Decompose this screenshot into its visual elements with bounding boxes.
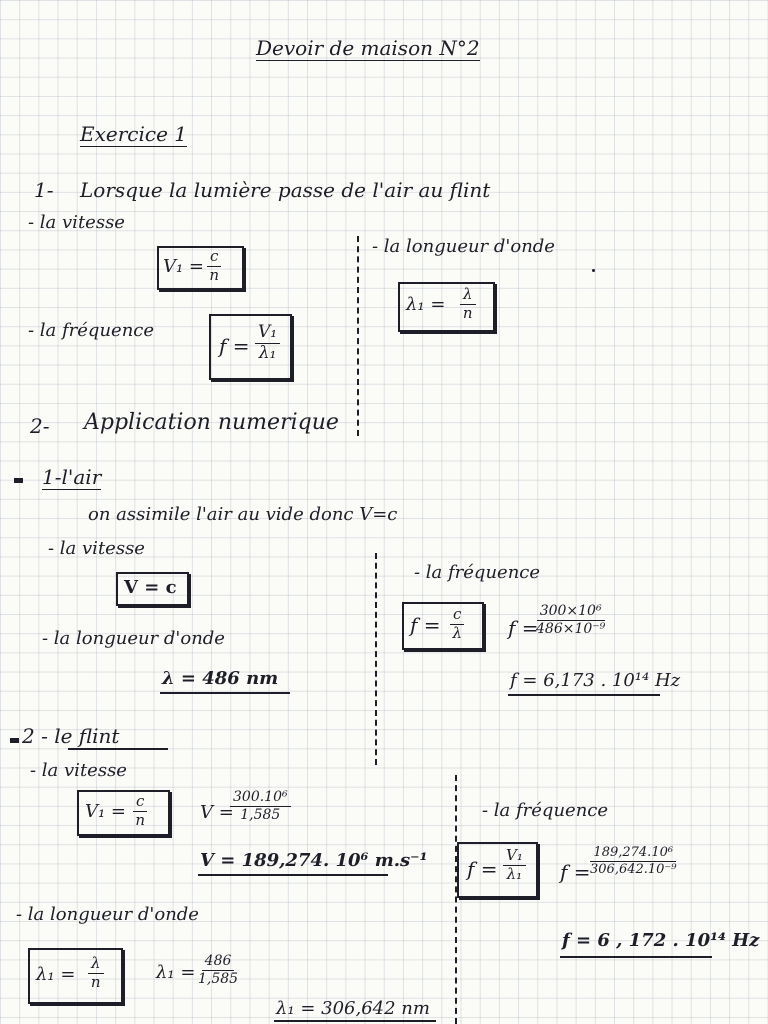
q1-wavelength-formula-box	[398, 282, 495, 332]
q1-wavelength-formula-lhs: λ₁ =	[406, 294, 446, 315]
air-speed-formula-box	[116, 572, 189, 606]
flint-frequency-calc-numerator: 189,274.10⁶	[590, 846, 676, 862]
air-wavelength-label: - la longueur d'onde	[42, 628, 225, 649]
q1-frequency-formula-box	[209, 314, 292, 380]
air-column-divider	[375, 553, 377, 765]
flint-frequency-label: - la fréquence	[482, 800, 609, 821]
flint-speed-calc-fraction	[230, 790, 291, 822]
q1-number: 1-	[34, 178, 54, 202]
flint-bullet	[10, 738, 19, 743]
air-wavelength-value: λ = 486 nm	[162, 668, 279, 689]
flint-wavelength-calc-lhs: λ₁ =	[156, 962, 196, 983]
flint-frequency-calc-lhs: f =	[560, 860, 591, 884]
flint-wavelength-calc-fraction	[198, 954, 238, 986]
flint-speed-label: - la vitesse	[30, 760, 127, 781]
air-wavelength-underline	[160, 692, 290, 694]
air-frequency-label: - la fréquence	[414, 562, 541, 583]
flint-speed-calc-lhs: V =	[200, 802, 234, 823]
flint-wavelength-label: - la longueur d'onde	[16, 904, 199, 925]
air-frequency-calc-numerator: 300×10⁶	[537, 604, 605, 621]
q1-speed-formula-box	[157, 246, 244, 290]
flint-speed-fraction	[133, 794, 147, 829]
air-speed-label: - la vitesse	[48, 538, 145, 559]
flint-wavelength-denominator: n	[90, 972, 101, 991]
flint-wavelength-numerator: λ	[88, 956, 104, 974]
flint-speed-result: V = 189,274. 10⁶ m.s⁻¹	[200, 850, 428, 871]
flint-frequency-result-underline	[560, 956, 712, 958]
flint-column-divider	[455, 775, 457, 1024]
flint-wavelength-result-underline	[274, 1020, 436, 1022]
flint-wavelength-calc-numerator: 486	[202, 954, 235, 971]
flint-speed-result-underline	[198, 874, 388, 876]
flint-frequency-numerator: V₁	[503, 848, 526, 866]
flint-wavelength-calc-denominator: 1,585	[198, 970, 239, 987]
q1-speed-fraction	[207, 249, 221, 284]
q1-frequency-denominator: λ₁	[258, 342, 277, 363]
flint-heading: 2 - le flint	[22, 724, 120, 748]
air-bullet	[14, 478, 23, 483]
q1-intro: Lorsque la lumière passe de l'air au flint	[80, 178, 491, 202]
flint-frequency-calc-fraction	[590, 846, 677, 876]
q1-wavelength-numerator: λ	[460, 287, 476, 305]
q1-speed-numerator: c	[207, 249, 221, 267]
q1-speed-label: - la vitesse	[28, 212, 125, 233]
flint-frequency-formula-box	[457, 842, 538, 898]
q1-wavelength-denominator: n	[462, 303, 473, 322]
q1-frequency-fraction	[255, 324, 280, 363]
air-frequency-numerator: c	[450, 607, 464, 625]
flint-wavelength-formula-box	[28, 948, 123, 1004]
air-frequency-denominator: λ	[452, 623, 462, 642]
flint-heading-underline	[68, 748, 168, 750]
q1-wavelength-fraction	[460, 287, 476, 322]
q1-column-divider	[357, 236, 359, 436]
air-frequency-result-underline	[508, 694, 660, 696]
air-frequency-formula-lhs: f =	[410, 613, 441, 637]
flint-wavelength-fraction	[88, 956, 104, 991]
q1-frequency-label: - la fréquence	[28, 320, 155, 341]
air-note: on assimile l'air au vide donc V=c	[88, 504, 398, 525]
q1-wavelength-label: - la longueur d'onde	[372, 236, 555, 257]
q1-frequency-formula-lhs: f =	[219, 334, 250, 358]
flint-wavelength-result: λ₁ = 306,642 nm	[276, 998, 430, 1019]
air-frequency-fraction	[450, 607, 464, 642]
flint-frequency-denominator: λ₁	[506, 864, 523, 883]
q2-number: 2-	[30, 414, 50, 438]
flint-wavelength-formula-lhs: λ₁ =	[36, 964, 76, 985]
exercise-heading: Exercice 1	[80, 122, 187, 146]
flint-speed-formula-lhs: V₁ =	[85, 801, 127, 822]
flint-speed-formula-box	[77, 790, 170, 836]
ink-dot	[592, 269, 595, 272]
flint-speed-calc-numerator: 300.10⁶	[230, 790, 291, 807]
q1-speed-denominator: n	[209, 265, 220, 284]
air-speed-formula: V = c	[124, 577, 177, 598]
air-heading: 1-l'air	[42, 465, 102, 489]
flint-speed-denominator: n	[135, 810, 146, 829]
flint-frequency-formula-lhs: f =	[467, 857, 498, 881]
page-title: Devoir de maison N°2	[256, 36, 480, 60]
air-frequency-calc-fraction	[536, 604, 605, 636]
q1-speed-formula-lhs: V₁ =	[163, 256, 205, 277]
q2-title: Application numerique	[84, 410, 339, 435]
air-frequency-calc-lhs: f =	[508, 616, 539, 640]
air-frequency-formula-box	[402, 602, 484, 650]
flint-speed-calc-denominator: 1,585	[240, 806, 281, 823]
flint-speed-numerator: c	[133, 794, 147, 812]
q1-frequency-numerator: V₁	[255, 324, 280, 344]
air-frequency-result: f = 6,173 . 10¹⁴ Hz	[510, 670, 681, 691]
flint-frequency-calc-denominator: 306,642.10⁻⁹	[590, 861, 677, 877]
flint-frequency-fraction	[503, 848, 526, 883]
flint-frequency-result: f = 6 , 172 . 10¹⁴ Hz	[562, 930, 760, 951]
air-frequency-calc-denominator: 486×10⁻⁹	[536, 620, 606, 637]
